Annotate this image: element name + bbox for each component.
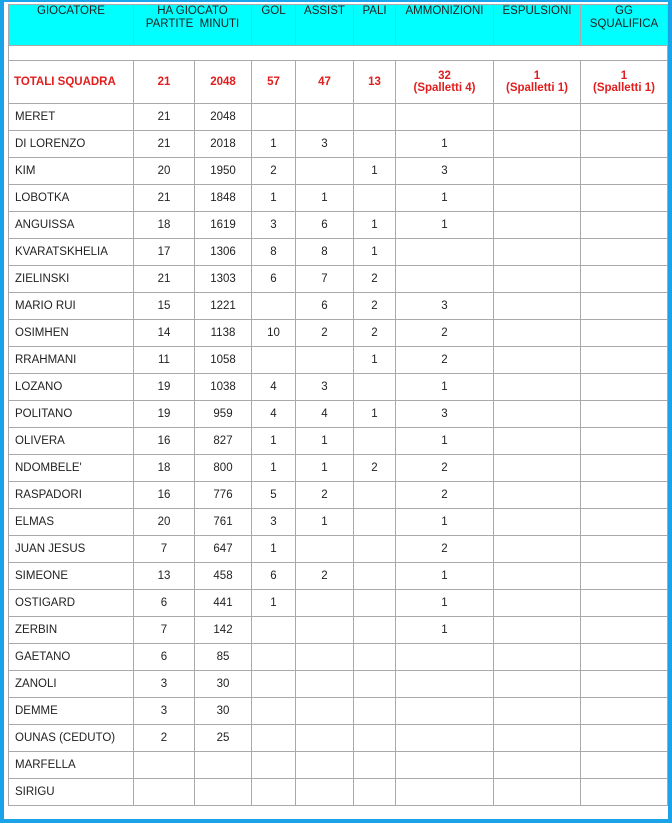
totals-gol: 57 bbox=[252, 61, 296, 104]
totals-espulsioni bbox=[494, 61, 581, 104]
player-partite: 16 bbox=[134, 482, 195, 509]
player-minuti: 1619 bbox=[195, 212, 252, 239]
player-espulsioni bbox=[494, 644, 581, 671]
player-name: OLIVERA bbox=[9, 428, 134, 455]
player-espulsioni bbox=[494, 428, 581, 455]
player-assist bbox=[296, 536, 354, 563]
player-minuti: 827 bbox=[195, 428, 252, 455]
player-partite: 20 bbox=[134, 158, 195, 185]
player-gol bbox=[252, 671, 296, 698]
player-squalifica bbox=[581, 347, 668, 374]
totals-ammonizioni bbox=[396, 61, 494, 104]
player-ammonizioni: 1 bbox=[396, 590, 494, 617]
player-minuti: 30 bbox=[195, 698, 252, 725]
player-pali bbox=[354, 752, 396, 779]
header-assist: ASSIST bbox=[296, 5, 354, 46]
player-partite: 3 bbox=[134, 671, 195, 698]
player-assist bbox=[296, 779, 354, 806]
player-minuti: 1950 bbox=[195, 158, 252, 185]
player-pali: 1 bbox=[354, 158, 396, 185]
player-pali bbox=[354, 374, 396, 401]
table-row bbox=[9, 455, 668, 482]
player-squalifica bbox=[581, 509, 668, 536]
player-pali bbox=[354, 428, 396, 455]
player-espulsioni bbox=[494, 401, 581, 428]
totals-row bbox=[9, 61, 668, 104]
player-pali: 1 bbox=[354, 401, 396, 428]
player-name: LOZANO bbox=[9, 374, 134, 401]
player-pali: 2 bbox=[354, 320, 396, 347]
player-minuti: 1138 bbox=[195, 320, 252, 347]
player-partite: 13 bbox=[134, 563, 195, 590]
table-row bbox=[9, 401, 668, 428]
player-name: ZANOLI bbox=[9, 671, 134, 698]
player-assist: 6 bbox=[296, 293, 354, 320]
player-pali bbox=[354, 617, 396, 644]
player-assist: 4 bbox=[296, 401, 354, 428]
table-row bbox=[9, 536, 668, 563]
table-row bbox=[9, 266, 668, 293]
player-minuti: 761 bbox=[195, 509, 252, 536]
player-gol: 1 bbox=[252, 185, 296, 212]
player-name: ZERBIN bbox=[9, 617, 134, 644]
player-partite: 7 bbox=[134, 536, 195, 563]
header-pali: PALI bbox=[354, 5, 396, 46]
player-espulsioni bbox=[494, 455, 581, 482]
player-espulsioni bbox=[494, 536, 581, 563]
totals-ammonizioni-note: (Spalletti 4) bbox=[413, 82, 476, 94]
header-squalifica-top: GG bbox=[615, 5, 633, 17]
player-squalifica bbox=[581, 698, 668, 725]
player-gol bbox=[252, 779, 296, 806]
player-ammonizioni: 1 bbox=[396, 563, 494, 590]
player-squalifica bbox=[581, 266, 668, 293]
player-partite: 16 bbox=[134, 428, 195, 455]
player-espulsioni bbox=[494, 725, 581, 752]
player-assist bbox=[296, 158, 354, 185]
player-espulsioni bbox=[494, 617, 581, 644]
player-partite: 6 bbox=[134, 644, 195, 671]
player-partite: 11 bbox=[134, 347, 195, 374]
player-minuti: 441 bbox=[195, 590, 252, 617]
table-row bbox=[9, 185, 668, 212]
player-espulsioni bbox=[494, 320, 581, 347]
player-assist bbox=[296, 347, 354, 374]
header-squalifica bbox=[581, 5, 668, 46]
player-name: ANGUISSA bbox=[9, 212, 134, 239]
player-assist bbox=[296, 725, 354, 752]
player-minuti: 1221 bbox=[195, 293, 252, 320]
player-minuti: 1038 bbox=[195, 374, 252, 401]
player-squalifica bbox=[581, 590, 668, 617]
player-pali: 2 bbox=[354, 293, 396, 320]
player-gol: 1 bbox=[252, 455, 296, 482]
player-ammonizioni: 1 bbox=[396, 131, 494, 158]
player-minuti: 25 bbox=[195, 725, 252, 752]
totals-pali: 13 bbox=[354, 61, 396, 104]
player-espulsioni bbox=[494, 131, 581, 158]
player-partite: 15 bbox=[134, 293, 195, 320]
player-assist: 1 bbox=[296, 185, 354, 212]
totals-espulsioni-note: (Spalletti 1) bbox=[506, 82, 568, 94]
player-ammonizioni bbox=[396, 239, 494, 266]
player-espulsioni bbox=[494, 104, 581, 131]
player-name: POLITANO bbox=[9, 401, 134, 428]
player-pali bbox=[354, 536, 396, 563]
player-squalifica bbox=[581, 455, 668, 482]
player-gol: 3 bbox=[252, 212, 296, 239]
player-squalifica bbox=[581, 185, 668, 212]
player-pali: 2 bbox=[354, 455, 396, 482]
totals-squalifica bbox=[581, 61, 668, 104]
table-row bbox=[9, 752, 668, 779]
player-name: OSTIGARD bbox=[9, 590, 134, 617]
table-row bbox=[9, 347, 668, 374]
player-squalifica bbox=[581, 320, 668, 347]
player-pali bbox=[354, 590, 396, 617]
player-squalifica bbox=[581, 536, 668, 563]
player-ammonizioni bbox=[396, 671, 494, 698]
player-squalifica bbox=[581, 158, 668, 185]
player-assist: 3 bbox=[296, 131, 354, 158]
player-squalifica bbox=[581, 104, 668, 131]
table-row bbox=[9, 698, 668, 725]
player-ammonizioni: 1 bbox=[396, 185, 494, 212]
player-assist: 2 bbox=[296, 563, 354, 590]
player-ammonizioni: 3 bbox=[396, 401, 494, 428]
header-player: GIOCATORE bbox=[9, 5, 134, 46]
player-partite: 6 bbox=[134, 590, 195, 617]
totals-assist: 47 bbox=[296, 61, 354, 104]
header-played-bottom: PARTITE MINUTI bbox=[145, 18, 240, 30]
table-row bbox=[9, 563, 668, 590]
player-name: DI LORENZO bbox=[9, 131, 134, 158]
header-espulsioni: ESPULSIONI bbox=[494, 5, 581, 46]
player-assist: 8 bbox=[296, 239, 354, 266]
player-ammonizioni: 2 bbox=[396, 347, 494, 374]
player-assist bbox=[296, 752, 354, 779]
player-pali bbox=[354, 131, 396, 158]
player-minuti: 1058 bbox=[195, 347, 252, 374]
player-name: MARFELLA bbox=[9, 752, 134, 779]
player-minuti: 142 bbox=[195, 617, 252, 644]
player-name: ZIELINSKI bbox=[9, 266, 134, 293]
player-ammonizioni: 1 bbox=[396, 374, 494, 401]
player-name: OUNAS (CEDUTO) bbox=[9, 725, 134, 752]
player-ammonizioni: 2 bbox=[396, 320, 494, 347]
player-assist bbox=[296, 590, 354, 617]
player-espulsioni bbox=[494, 779, 581, 806]
header-row bbox=[9, 5, 668, 46]
header-played bbox=[134, 5, 252, 46]
player-espulsioni bbox=[494, 347, 581, 374]
player-partite: 19 bbox=[134, 374, 195, 401]
table-row bbox=[9, 590, 668, 617]
player-gol: 6 bbox=[252, 266, 296, 293]
player-ammonizioni bbox=[396, 752, 494, 779]
table-row bbox=[9, 293, 668, 320]
player-gol: 8 bbox=[252, 239, 296, 266]
spacer-row bbox=[9, 46, 668, 61]
table-row bbox=[9, 428, 668, 455]
player-gol: 3 bbox=[252, 509, 296, 536]
player-pali: 2 bbox=[354, 266, 396, 293]
player-partite: 18 bbox=[134, 455, 195, 482]
table-row bbox=[9, 158, 668, 185]
player-ammonizioni: 1 bbox=[396, 509, 494, 536]
player-espulsioni bbox=[494, 212, 581, 239]
player-espulsioni bbox=[494, 590, 581, 617]
player-gol bbox=[252, 698, 296, 725]
player-gol bbox=[252, 104, 296, 131]
player-minuti: 2018 bbox=[195, 131, 252, 158]
player-assist: 1 bbox=[296, 509, 354, 536]
totals-minuti: 2048 bbox=[195, 61, 252, 104]
player-gol: 1 bbox=[252, 536, 296, 563]
player-ammonizioni: 3 bbox=[396, 158, 494, 185]
table-row bbox=[9, 509, 668, 536]
player-gol bbox=[252, 725, 296, 752]
player-minuti: 647 bbox=[195, 536, 252, 563]
table-row bbox=[9, 779, 668, 806]
player-minuti: 1848 bbox=[195, 185, 252, 212]
player-minuti: 776 bbox=[195, 482, 252, 509]
player-ammonizioni bbox=[396, 725, 494, 752]
table-row bbox=[9, 320, 668, 347]
player-ammonizioni: 2 bbox=[396, 455, 494, 482]
player-espulsioni bbox=[494, 563, 581, 590]
player-name: DEMME bbox=[9, 698, 134, 725]
header-ammonizioni: AMMONIZIONI bbox=[396, 5, 494, 46]
player-ammonizioni bbox=[396, 779, 494, 806]
player-partite: 21 bbox=[134, 131, 195, 158]
player-squalifica bbox=[581, 644, 668, 671]
player-gol: 10 bbox=[252, 320, 296, 347]
player-ammonizioni bbox=[396, 698, 494, 725]
player-pali bbox=[354, 482, 396, 509]
table-row bbox=[9, 482, 668, 509]
player-partite: 2 bbox=[134, 725, 195, 752]
player-minuti: 959 bbox=[195, 401, 252, 428]
player-minuti: 85 bbox=[195, 644, 252, 671]
player-minuti: 2048 bbox=[195, 104, 252, 131]
player-partite bbox=[134, 779, 195, 806]
player-ammonizioni bbox=[396, 644, 494, 671]
player-name: SIRIGU bbox=[9, 779, 134, 806]
player-gol bbox=[252, 752, 296, 779]
player-partite: 21 bbox=[134, 104, 195, 131]
player-assist: 2 bbox=[296, 320, 354, 347]
table-row bbox=[9, 617, 668, 644]
player-partite: 20 bbox=[134, 509, 195, 536]
totals-espulsioni-value: 1 bbox=[533, 70, 541, 82]
player-pali bbox=[354, 779, 396, 806]
player-espulsioni bbox=[494, 482, 581, 509]
stats-table bbox=[8, 4, 668, 806]
player-squalifica bbox=[581, 671, 668, 698]
player-minuti: 1306 bbox=[195, 239, 252, 266]
player-ammonizioni: 1 bbox=[396, 428, 494, 455]
player-minuti: 458 bbox=[195, 563, 252, 590]
player-partite: 21 bbox=[134, 185, 195, 212]
player-pali bbox=[354, 185, 396, 212]
player-pali: 1 bbox=[354, 212, 396, 239]
player-name: GAETANO bbox=[9, 644, 134, 671]
player-gol: 2 bbox=[252, 158, 296, 185]
player-name: RRAHMANI bbox=[9, 347, 134, 374]
player-squalifica bbox=[581, 725, 668, 752]
player-squalifica bbox=[581, 293, 668, 320]
player-squalifica bbox=[581, 482, 668, 509]
player-partite: 14 bbox=[134, 320, 195, 347]
totals-partite: 21 bbox=[134, 61, 195, 104]
player-squalifica bbox=[581, 428, 668, 455]
player-name: MARIO RUI bbox=[9, 293, 134, 320]
player-assist: 1 bbox=[296, 428, 354, 455]
player-name: MERET bbox=[9, 104, 134, 131]
player-assist bbox=[296, 104, 354, 131]
table-row bbox=[9, 131, 668, 158]
player-minuti bbox=[195, 752, 252, 779]
table-row bbox=[9, 104, 668, 131]
player-partite: 18 bbox=[134, 212, 195, 239]
player-espulsioni bbox=[494, 671, 581, 698]
player-espulsioni bbox=[494, 239, 581, 266]
player-minuti: 30 bbox=[195, 671, 252, 698]
player-pali: 1 bbox=[354, 347, 396, 374]
player-name: OSIMHEN bbox=[9, 320, 134, 347]
player-pali bbox=[354, 725, 396, 752]
player-minuti: 800 bbox=[195, 455, 252, 482]
player-gol: 1 bbox=[252, 131, 296, 158]
player-squalifica bbox=[581, 131, 668, 158]
player-squalifica bbox=[581, 374, 668, 401]
player-espulsioni bbox=[494, 293, 581, 320]
header-squalifica-bottom: SQUALIFICA bbox=[589, 18, 659, 30]
player-assist: 7 bbox=[296, 266, 354, 293]
player-squalifica bbox=[581, 617, 668, 644]
player-ammonizioni bbox=[396, 104, 494, 131]
table-row bbox=[9, 671, 668, 698]
player-assist: 3 bbox=[296, 374, 354, 401]
table-row bbox=[9, 374, 668, 401]
player-gol: 1 bbox=[252, 428, 296, 455]
player-ammonizioni: 3 bbox=[396, 293, 494, 320]
player-name: JUAN JESUS bbox=[9, 536, 134, 563]
player-minuti: 1303 bbox=[195, 266, 252, 293]
player-gol: 6 bbox=[252, 563, 296, 590]
player-assist bbox=[296, 671, 354, 698]
player-espulsioni bbox=[494, 374, 581, 401]
player-squalifica bbox=[581, 752, 668, 779]
player-assist: 1 bbox=[296, 455, 354, 482]
player-name: KVARATSKHELIA bbox=[9, 239, 134, 266]
player-ammonizioni: 2 bbox=[396, 482, 494, 509]
player-espulsioni bbox=[494, 698, 581, 725]
player-pali bbox=[354, 563, 396, 590]
table-row bbox=[9, 212, 668, 239]
player-squalifica bbox=[581, 401, 668, 428]
player-assist bbox=[296, 698, 354, 725]
header-played-top: HA GIOCATO bbox=[157, 5, 228, 17]
player-minuti bbox=[195, 779, 252, 806]
player-ammonizioni: 1 bbox=[396, 617, 494, 644]
player-partite: 19 bbox=[134, 401, 195, 428]
player-espulsioni bbox=[494, 752, 581, 779]
player-name: RASPADORI bbox=[9, 482, 134, 509]
player-squalifica bbox=[581, 212, 668, 239]
player-gol: 4 bbox=[252, 374, 296, 401]
player-partite: 17 bbox=[134, 239, 195, 266]
player-assist bbox=[296, 617, 354, 644]
player-gol bbox=[252, 644, 296, 671]
player-gol: 1 bbox=[252, 590, 296, 617]
player-partite: 7 bbox=[134, 617, 195, 644]
player-gol bbox=[252, 347, 296, 374]
player-espulsioni bbox=[494, 158, 581, 185]
player-partite: 21 bbox=[134, 266, 195, 293]
player-pali: 1 bbox=[354, 239, 396, 266]
player-partite: 3 bbox=[134, 698, 195, 725]
player-assist: 2 bbox=[296, 482, 354, 509]
player-name: SIMEONE bbox=[9, 563, 134, 590]
totals-label: TOTALI SQUADRA bbox=[9, 61, 134, 104]
player-squalifica bbox=[581, 779, 668, 806]
player-pali bbox=[354, 509, 396, 536]
player-gol bbox=[252, 617, 296, 644]
player-pali bbox=[354, 104, 396, 131]
player-partite bbox=[134, 752, 195, 779]
player-pali bbox=[354, 698, 396, 725]
player-pali bbox=[354, 671, 396, 698]
player-name: NDOMBELE' bbox=[9, 455, 134, 482]
table-row bbox=[9, 239, 668, 266]
player-espulsioni bbox=[494, 509, 581, 536]
player-ammonizioni bbox=[396, 266, 494, 293]
totals-squalifica-note: (Spalletti 1) bbox=[593, 82, 655, 94]
player-espulsioni bbox=[494, 185, 581, 212]
player-assist: 6 bbox=[296, 212, 354, 239]
player-gol: 5 bbox=[252, 482, 296, 509]
player-espulsioni bbox=[494, 266, 581, 293]
player-ammonizioni: 2 bbox=[396, 536, 494, 563]
table-row bbox=[9, 725, 668, 752]
player-squalifica bbox=[581, 239, 668, 266]
player-pali bbox=[354, 644, 396, 671]
player-name: LOBOTKA bbox=[9, 185, 134, 212]
player-name: ELMAS bbox=[9, 509, 134, 536]
player-gol: 4 bbox=[252, 401, 296, 428]
player-gol bbox=[252, 293, 296, 320]
player-squalifica bbox=[581, 563, 668, 590]
table-row bbox=[9, 644, 668, 671]
player-name: KIM bbox=[9, 158, 134, 185]
header-gol: GOL bbox=[252, 5, 296, 46]
player-assist bbox=[296, 644, 354, 671]
totals-ammonizioni-value: 32 bbox=[438, 70, 451, 82]
totals-squalifica-value: 1 bbox=[620, 70, 628, 82]
player-ammonizioni: 1 bbox=[396, 212, 494, 239]
